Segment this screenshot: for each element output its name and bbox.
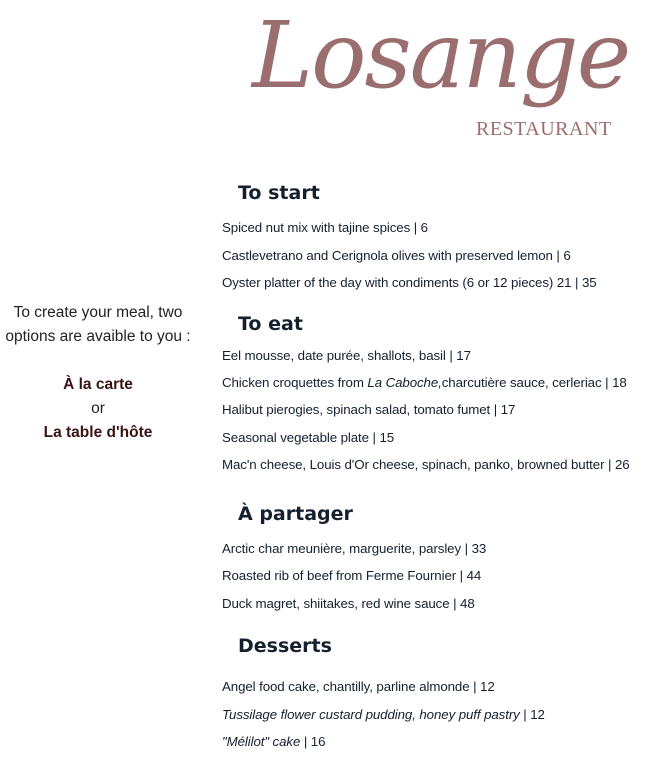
menu-item-italic-text: Tussilage flower custard pudding, honey puff pastry	[222, 707, 520, 722]
option-table-d-hote: La table d'hôte	[43, 424, 153, 441]
restaurant-logo	[240, 2, 630, 158]
section-title-a-partager: À partager	[238, 503, 353, 525]
menu-item-text: Chicken croquettes from	[222, 375, 364, 390]
spacer	[0, 349, 196, 373]
section-title-to-eat: To eat	[238, 313, 303, 335]
menu-item: Arctic char meunière, marguerite, parsley | 33	[222, 541, 487, 556]
option-a-la-carte: À la carte	[63, 376, 133, 393]
menu-item	[222, 707, 545, 722]
menu-item: Halibut pierogies, spinach salad, tomato fumet | 17	[222, 402, 516, 417]
menu-item: Angel food cake, chantilly, parline almonde | 12	[222, 679, 495, 694]
menu-item-text: charcutière sauce, cerleriac | 18	[441, 375, 627, 390]
section-title-desserts: Desserts	[238, 635, 332, 657]
menu-item-italic-text: "Mélilot" cake	[222, 734, 301, 749]
logo-subtitle: RESTAURANT	[476, 118, 612, 140]
meal-options-panel	[0, 301, 196, 445]
menu-item: Duck magret, shiitakes, red wine sauce | 48	[222, 596, 475, 611]
menu-item: Eel mousse, date purée, shallots, basil | 17	[222, 348, 471, 363]
menu-item: Spiced nut mix with tajine spices | 6	[222, 220, 428, 235]
menu-item	[222, 734, 325, 749]
menu-item: Mac'n cheese, Louis d'Or cheese, spinach, panko, browned butter | 26	[222, 457, 630, 472]
menu-item	[222, 375, 627, 390]
menu-item-text: | 12	[519, 707, 545, 722]
option-separator: or	[91, 400, 105, 417]
menu-item: Oyster platter of the day with condiments (6 or 12 pieces) 21 | 35	[222, 275, 597, 290]
section-title-to-start: To start	[238, 182, 320, 204]
menu-item: Roasted rib of beef from Ferme Fournier | 44	[222, 568, 482, 583]
logo-script-name: Losange	[252, 2, 630, 109]
menu-item-text: | 16	[300, 734, 326, 749]
menu-item: Seasonal vegetable plate | 15	[222, 430, 395, 445]
menu-item-italic-text: La Caboche,	[367, 375, 442, 390]
menu-item: Castlevetrano and Cerignola olives with preserved lemon | 6	[222, 248, 571, 263]
meal-options-intro: To create your meal, two options are avaible to you :	[5, 304, 191, 345]
